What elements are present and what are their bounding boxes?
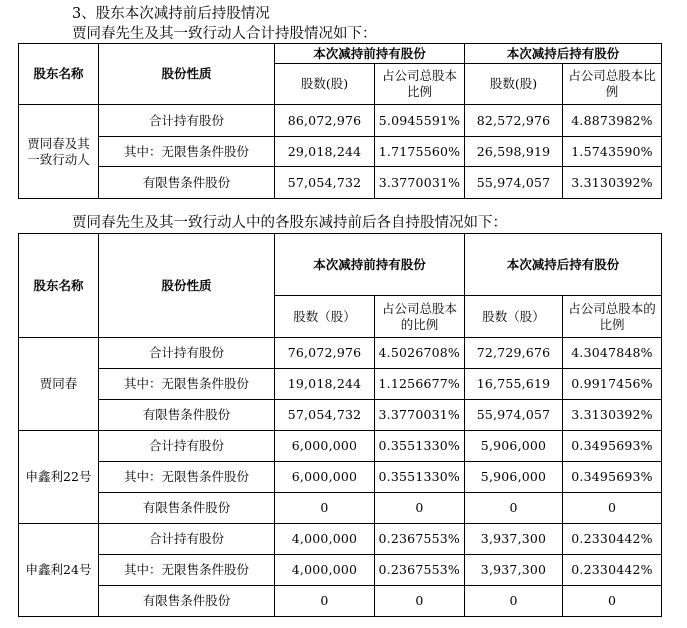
after-ratio: 3.3130392%	[563, 400, 662, 431]
share-nature: 有限售条件股份	[99, 167, 275, 199]
before-ratio: 3.3770031%	[375, 167, 465, 199]
table-row	[19, 338, 662, 369]
share-nature: 有限售条件股份	[99, 493, 275, 524]
before-shares: 6,000,000	[275, 431, 375, 462]
header-ratio-before: 占公司总股本比例	[375, 64, 465, 105]
after-ratio: 0	[563, 493, 662, 524]
after-shares: 3,937,300	[465, 524, 563, 555]
after-shares: 5,906,000	[465, 431, 563, 462]
header-before: 本次减持前持有股份	[275, 44, 465, 64]
combined-holdings-table	[18, 43, 662, 199]
before-shares: 86,072,976	[275, 105, 375, 137]
before-shares: 0	[275, 493, 375, 524]
header-shares-after: 股数(股)	[465, 64, 563, 105]
shareholder-name: 贾同春及其一致行动人	[19, 105, 99, 199]
after-shares: 0	[465, 493, 563, 524]
header-ratio-after: 占公司总股本比例	[563, 64, 662, 105]
after-shares: 72,729,676	[465, 338, 563, 369]
share-nature: 其中：无限售条件股份	[99, 137, 275, 167]
table-row	[19, 137, 662, 167]
before-ratio: 1.1256677%	[375, 369, 465, 400]
header-shareholder: 股东名称	[19, 234, 99, 338]
table2-intro: 贾同春先生及其一致行动人中的各股东减持前后各自持股情况如下：	[72, 215, 507, 231]
shareholder-name: 申鑫利22号	[19, 431, 99, 524]
after-shares: 82,572,976	[465, 105, 563, 137]
after-ratio: 3.3130392%	[563, 167, 662, 199]
after-ratio: 0.9917456%	[563, 369, 662, 400]
table-row	[19, 555, 662, 586]
share-nature: 合计持有股份	[99, 431, 275, 462]
header-after: 本次减持后持有股份	[465, 44, 662, 64]
after-ratio: 0.2330442%	[563, 524, 662, 555]
before-shares: 4,000,000	[275, 524, 375, 555]
share-nature: 合计持有股份	[99, 524, 275, 555]
after-ratio: 0.2330442%	[563, 555, 662, 586]
header-nature: 股份性质	[99, 44, 275, 105]
table-row	[19, 167, 662, 199]
section-heading: 3、股东本次减持前后持股情况	[72, 6, 270, 22]
before-ratio: 0	[375, 493, 465, 524]
table-row	[19, 400, 662, 431]
share-nature: 其中：无限售条件股份	[99, 555, 275, 586]
before-ratio: 0.3551330%	[375, 431, 465, 462]
before-ratio: 5.0945591%	[375, 105, 465, 137]
header-shares-after: 股数（股）	[465, 296, 563, 338]
after-shares: 0	[465, 586, 563, 617]
after-ratio: 1.5743590%	[563, 137, 662, 167]
shareholder-name: 贾同春	[19, 338, 99, 431]
before-shares: 76,072,976	[275, 338, 375, 369]
before-ratio: 0.2367553%	[375, 555, 465, 586]
before-ratio: 0	[375, 586, 465, 617]
after-shares: 55,974,057	[465, 400, 563, 431]
header-shares-before: 股数(股)	[275, 64, 375, 105]
after-shares: 26,598,919	[465, 137, 563, 167]
before-shares: 19,018,244	[275, 369, 375, 400]
table-row	[19, 431, 662, 462]
after-ratio: 0.3495693%	[563, 462, 662, 493]
header-ratio-after: 占公司总股本的比例	[563, 296, 662, 338]
after-shares: 3,937,300	[465, 555, 563, 586]
header-before: 本次减持前持有股份	[275, 234, 465, 296]
after-ratio: 4.8873982%	[563, 105, 662, 137]
before-shares: 6,000,000	[275, 462, 375, 493]
share-nature: 其中：无限售条件股份	[99, 369, 275, 400]
after-ratio: 4.3047848%	[563, 338, 662, 369]
before-shares: 0	[275, 586, 375, 617]
after-ratio: 0	[563, 586, 662, 617]
share-nature: 合计持有股份	[99, 338, 275, 369]
after-shares: 5,906,000	[465, 462, 563, 493]
table-row	[19, 369, 662, 400]
share-nature: 有限售条件股份	[99, 586, 275, 617]
before-ratio: 1.7175560%	[375, 137, 465, 167]
table-row	[19, 105, 662, 137]
table-row	[19, 462, 662, 493]
before-shares: 57,054,732	[275, 167, 375, 199]
header-ratio-before: 占公司总股本的比例	[375, 296, 465, 338]
before-ratio: 4.5026708%	[375, 338, 465, 369]
header-shareholder: 股东名称	[19, 44, 99, 105]
header-after: 本次减持后持有股份	[465, 234, 662, 296]
before-shares: 57,054,732	[275, 400, 375, 431]
before-ratio: 0.2367553%	[375, 524, 465, 555]
before-ratio: 0.3551330%	[375, 462, 465, 493]
before-shares: 4,000,000	[275, 555, 375, 586]
share-nature: 其中：无限售条件股份	[99, 462, 275, 493]
table-row	[19, 524, 662, 555]
shareholder-name: 申鑫利24号	[19, 524, 99, 617]
before-shares: 29,018,244	[275, 137, 375, 167]
share-nature: 有限售条件股份	[99, 400, 275, 431]
header-nature: 股份性质	[99, 234, 275, 338]
table-row	[19, 586, 662, 617]
table-row	[19, 493, 662, 524]
before-ratio: 3.3770031%	[375, 400, 465, 431]
share-nature: 合计持有股份	[99, 105, 275, 137]
after-ratio: 0.3495693%	[563, 431, 662, 462]
individual-holdings-table	[18, 233, 662, 617]
table1-intro: 贾同春先生及其一致行动人合计持股情况如下：	[72, 26, 377, 42]
header-shares-before: 股数（股）	[275, 296, 375, 338]
after-shares: 16,755,619	[465, 369, 563, 400]
after-shares: 55,974,057	[465, 167, 563, 199]
